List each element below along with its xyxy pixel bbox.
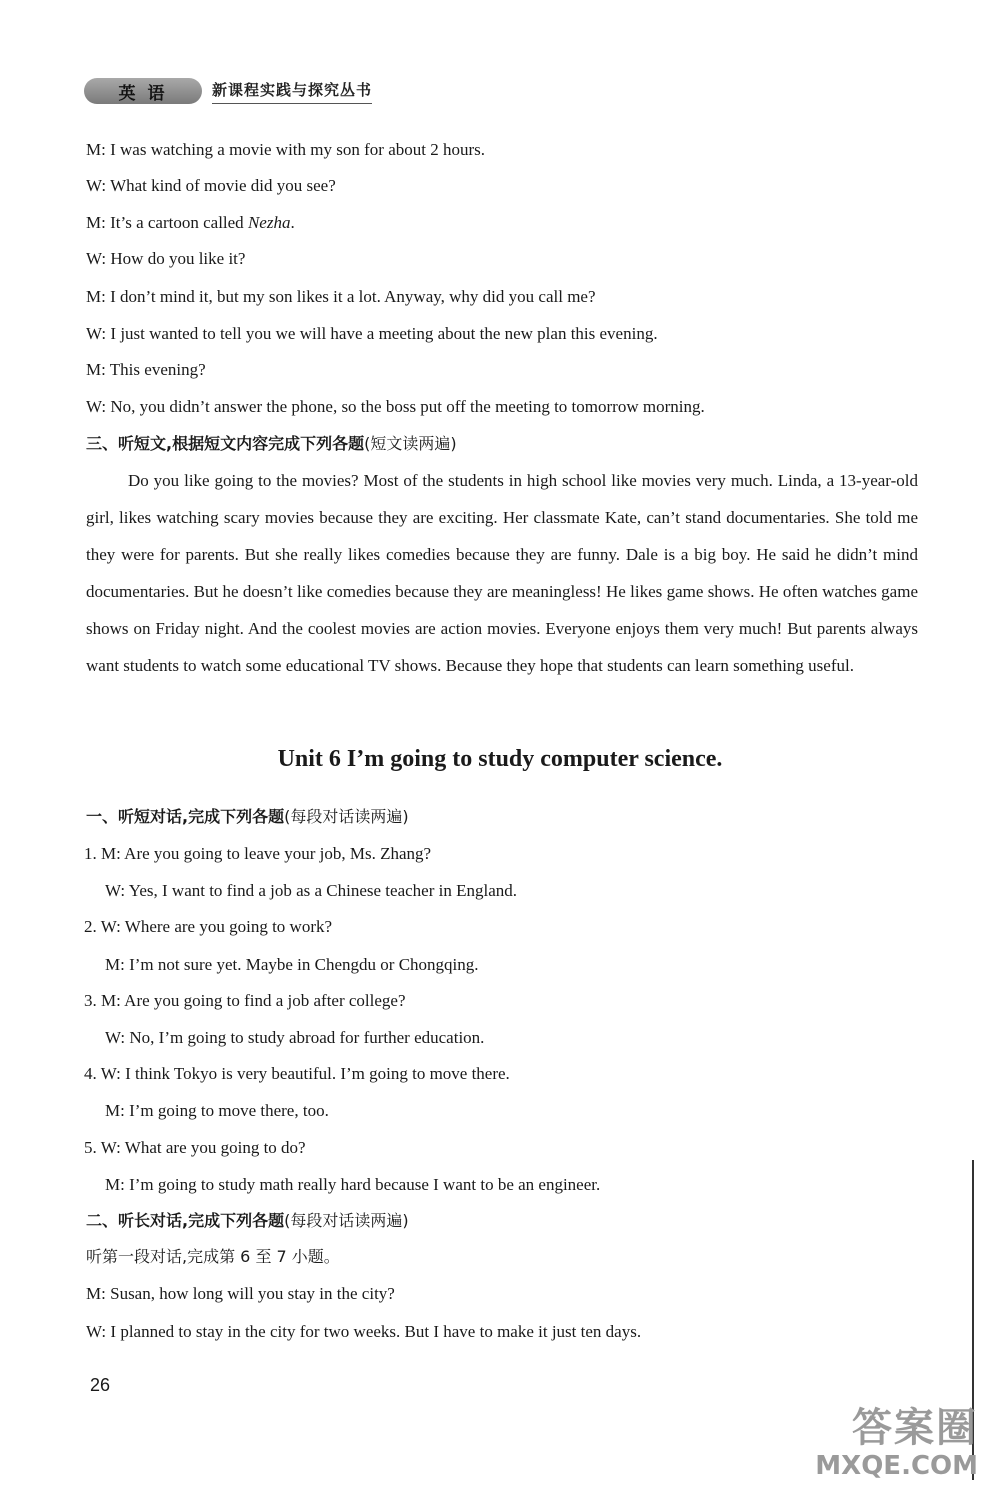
watermark-logo-text: 答案圈 bbox=[852, 1405, 978, 1451]
unit-title: Unit 6 I’m going to study computer science. bbox=[277, 746, 723, 772]
watermark-url: MXQE.COM bbox=[815, 1451, 978, 1481]
passage bbox=[86, 462, 918, 684]
dialogue-line: M: It’s a cartoon called Nezha. bbox=[86, 213, 295, 232]
section-heading: 一、听短对话,完成下列各题(每段对话读两遍) bbox=[86, 807, 409, 826]
site-watermark bbox=[815, 1405, 978, 1481]
subject-badge: 英 语 bbox=[84, 78, 202, 104]
question-line: 4. W: I think Tokyo is very beautiful. I’m going to move there. bbox=[84, 1064, 510, 1083]
answer-line: M: I’m going to move there, too. bbox=[105, 1101, 329, 1120]
section-heading: 二、听长对话,完成下列各题(每段对话读两遍) bbox=[86, 1211, 409, 1230]
answer-line: W: Yes, I want to find a job as a Chinese teacher in England. bbox=[105, 881, 518, 900]
dialogue-line: M: Susan, how long will you stay in the city? bbox=[86, 1284, 395, 1303]
question-line: 5. W: What are you going to do? bbox=[84, 1138, 306, 1157]
dialogue-line: M: I was watching a movie with my son for about 2 hours. bbox=[86, 140, 485, 159]
section-heading: 三、听短文,根据短文内容完成下列各题(短文读两遍) bbox=[86, 434, 457, 453]
dialogue-line: M: I don’t mind it, but my son likes it a lot. Anyway, why did you call me? bbox=[86, 287, 596, 306]
answer-line: W: No, I’m going to study abroad for further education. bbox=[105, 1028, 485, 1047]
dialogue-line: W: How do you like it? bbox=[86, 249, 246, 268]
dialogue-line: M: This evening? bbox=[86, 360, 206, 379]
answer-line: M: I’m not sure yet. Maybe in Chengdu or Chongqing. bbox=[105, 955, 479, 974]
instruction-text: 听第一段对话,完成第 6 至 7 小题。 bbox=[86, 1247, 340, 1266]
answer-line: M: I’m going to study math really hard because I want to be an engineer. bbox=[105, 1175, 601, 1194]
movie-title: Nezha bbox=[247, 213, 291, 232]
question-line: 1. M: Are you going to leave your job, Ms. Zhang? bbox=[84, 844, 432, 863]
dialogue-line: W: No, you didn’t answer the phone, so the boss put off the meeting to tomorrow morning. bbox=[86, 397, 705, 416]
page-number: 26 bbox=[90, 1375, 111, 1395]
dialogue-line: W: What kind of movie did you see? bbox=[86, 176, 336, 195]
running-header bbox=[84, 76, 372, 106]
dialogue-line: W: I just wanted to tell you we will have a meeting about the new plan this evening. bbox=[86, 324, 658, 343]
question-line: 3. M: Are you going to find a job after college? bbox=[84, 991, 406, 1010]
passage-text: Do you like going to the movies? Most of the students in high school like movies very much. Linda, a 13-year-old girl, likes watching scary movies because they are exciting. Her classmate Kate, can’t stand documentaries. She told me they were for parents. But she really likes comedies because they are funny. Dale is a big boy. He said he didn’t mind documentaries. But he doesn’t like comedies because they are meaningless! He likes game shows. He often watches game shows on Friday night. And the coolest movies are action movies. Everyone enjoys them very much! But parents always want students to watch some educational TV shows. Because they hope that students can learn something useful. bbox=[86, 471, 918, 675]
series-title: 新课程实践与探究丛书 bbox=[212, 79, 372, 104]
dialogue-line: W: I planned to stay in the city for two weeks. But I have to make it just ten days. bbox=[86, 1322, 642, 1341]
question-line: 2. W: Where are you going to work? bbox=[84, 917, 333, 936]
